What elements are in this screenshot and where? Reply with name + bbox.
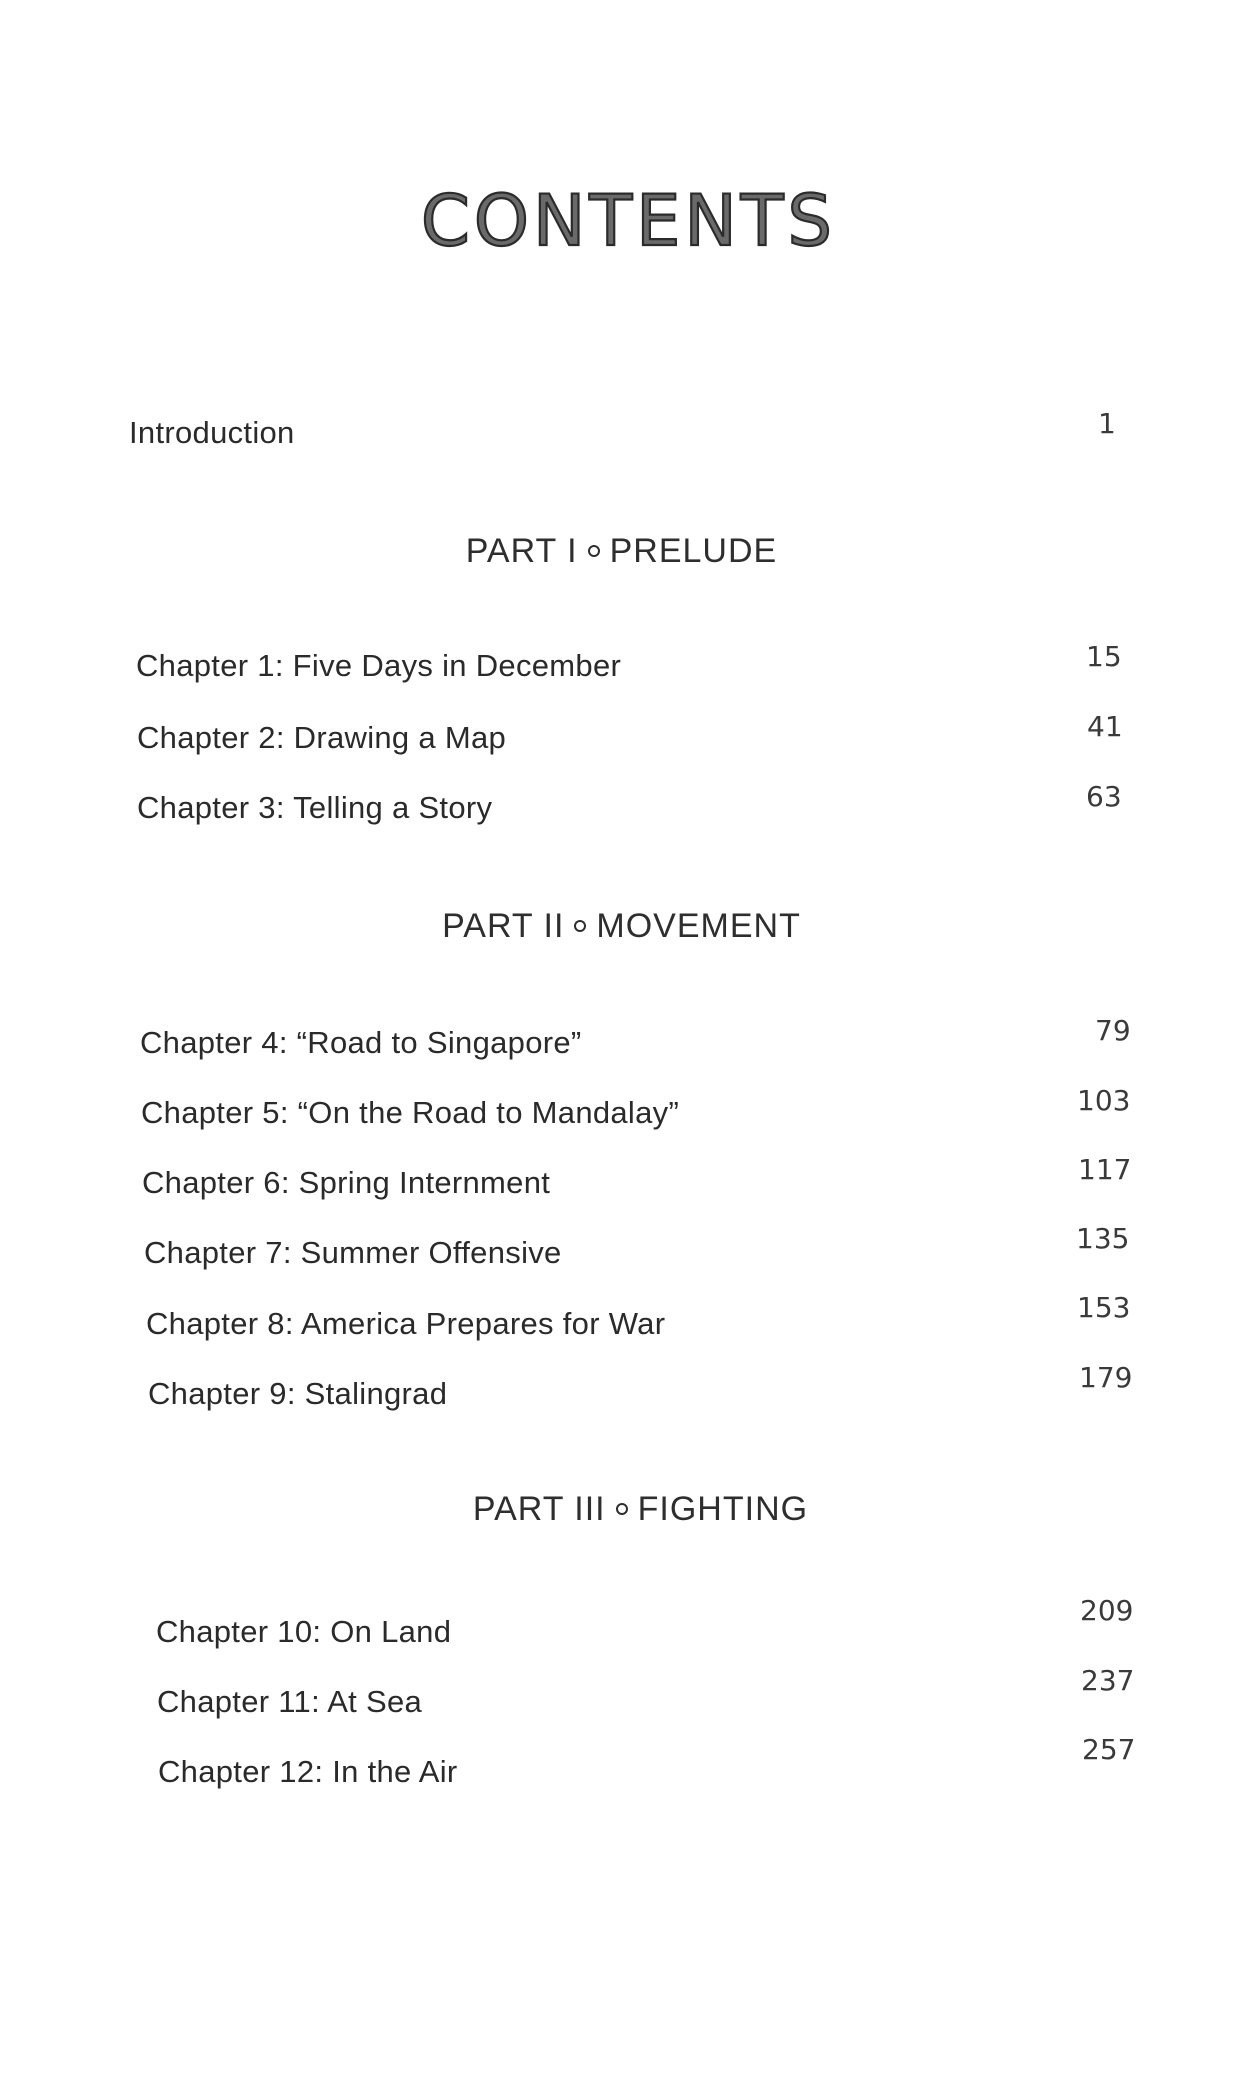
- toc-page-introduction: 1: [1098, 407, 1116, 440]
- part-label: PART III: [472, 1490, 606, 1528]
- part-label: PART I: [465, 532, 578, 570]
- toc-page-chapter-6: 117: [1078, 1153, 1132, 1186]
- toc-page-chapter-11: 237: [1081, 1664, 1135, 1697]
- bullet-dot-icon: [588, 545, 600, 557]
- toc-page-chapter-9: 179: [1079, 1361, 1133, 1394]
- part-label: PART II: [442, 907, 565, 945]
- toc-entry-introduction: Introduction: [129, 415, 295, 450]
- page-title: CONTENTS: [421, 180, 836, 262]
- toc-entry-chapter-1: Chapter 1: Five Days in December: [136, 648, 622, 683]
- part-heading-2: [0, 909, 1250, 943]
- toc-entry-chapter-11: Chapter 11: At Sea: [157, 1684, 423, 1719]
- part-heading-1: [0, 534, 1250, 568]
- toc-entry-chapter-7: Chapter 7: Summer Offensive: [144, 1235, 562, 1270]
- toc-page-chapter-1: 15: [1086, 640, 1122, 673]
- toc-entry-chapter-10: Chapter 10: On Land: [156, 1614, 452, 1649]
- part-name: MOVEMENT: [596, 907, 801, 945]
- toc-entry-chapter-9: Chapter 9: Stalingrad: [148, 1376, 448, 1411]
- toc-page-chapter-5: 103: [1077, 1084, 1131, 1117]
- toc-entry-chapter-3: Chapter 3: Telling a Story: [137, 790, 493, 825]
- toc-page-chapter-8: 153: [1077, 1291, 1131, 1324]
- toc-page-chapter-7: 135: [1076, 1222, 1130, 1255]
- toc-page-chapter-10: 209: [1080, 1594, 1134, 1627]
- toc-page-chapter-2: 41: [1087, 710, 1123, 743]
- toc-entry-chapter-5: Chapter 5: “On the Road to Mandalay”: [141, 1095, 680, 1130]
- toc-entry-chapter-2: Chapter 2: Drawing a Map: [137, 720, 507, 755]
- part-name: PRELUDE: [609, 532, 778, 570]
- toc-entry-chapter-6: Chapter 6: Spring Internment: [142, 1165, 551, 1200]
- toc-page-chapter-12: 257: [1082, 1733, 1136, 1766]
- toc-entry-chapter-4: Chapter 4: “Road to Singapore”: [140, 1025, 582, 1060]
- part-heading-3: [12, 1492, 1257, 1526]
- bullet-dot-icon: [616, 1503, 628, 1515]
- toc-entry-chapter-12: Chapter 12: In the Air: [158, 1754, 458, 1789]
- part-name: FIGHTING: [637, 1490, 809, 1528]
- toc-entry-chapter-8: Chapter 8: America Prepares for War: [146, 1306, 666, 1341]
- toc-page-chapter-4: 79: [1095, 1014, 1131, 1047]
- toc-page-chapter-3: 63: [1086, 780, 1122, 813]
- bullet-dot-icon: [574, 920, 586, 932]
